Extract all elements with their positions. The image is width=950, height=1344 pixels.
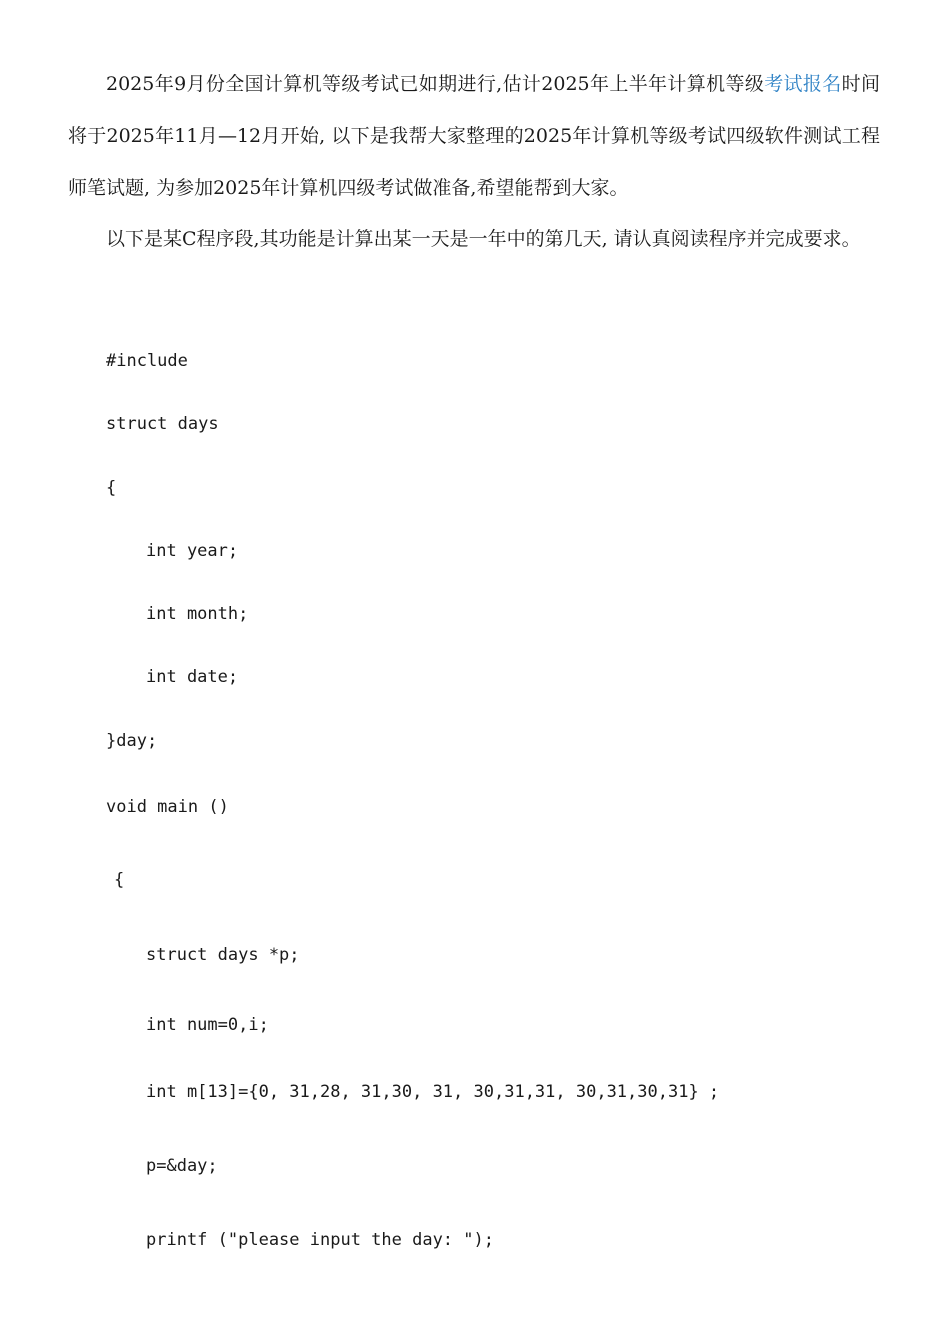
code-line: #include bbox=[106, 351, 188, 371]
code-line: struct days bbox=[106, 414, 219, 434]
code-line: }day; bbox=[106, 731, 158, 751]
code-line: { bbox=[114, 870, 125, 890]
exam-registration-link[interactable]: 考试报名 bbox=[764, 73, 842, 95]
code-line: int year; bbox=[146, 541, 239, 561]
code-line: int m[13]={0, 31,28, 31,30, 31, 30,31,31, 30,31,30,31} ; bbox=[146, 1082, 720, 1102]
lead-paragraph: 以下是某C程序段,其功能是计算出某一天是一年中的第几天, 请认真阅读程序并完成要求。 bbox=[106, 228, 861, 250]
code-line: { bbox=[106, 478, 117, 498]
intro-paragraph bbox=[68, 58, 880, 214]
code-line: printf ("please input the day: "); bbox=[146, 1230, 494, 1250]
intro-text-start: 2025年9月份全国计算机等级考试已如期进行,估计2025年上半年计算机等级 bbox=[106, 73, 765, 95]
code-line: int num=0,i; bbox=[146, 1015, 269, 1035]
code-line: int date; bbox=[146, 667, 239, 687]
code-line: p=&day; bbox=[146, 1156, 218, 1176]
code-line: void main () bbox=[106, 797, 229, 817]
code-line: int month; bbox=[146, 604, 249, 624]
intro-text-end: 时间将于2025年11月—12月开始, 以下是我帮大家整理的2025年计算机等级考试四级软件测试工程师笔试题, 为参加2025年计算机四级考试做准备,希望能帮到大家。 bbox=[68, 73, 880, 199]
code-line: struct days *p; bbox=[146, 945, 300, 965]
